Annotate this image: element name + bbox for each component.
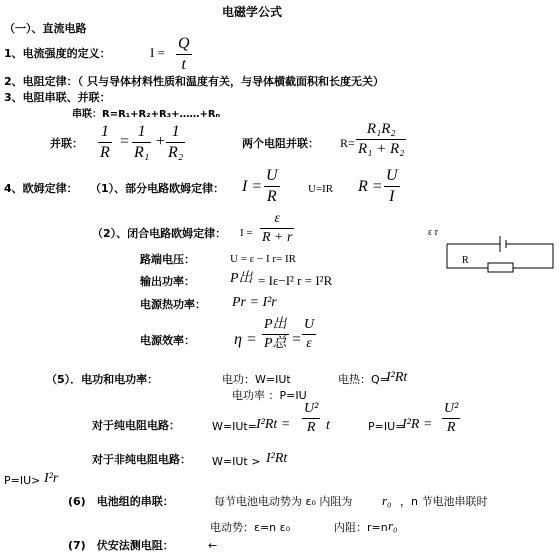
- fraction-numerator: P出: [264, 317, 287, 332]
- fraction-denominator: R + r: [262, 230, 293, 245]
- item5-label: （5）．电功和电功率：: [46, 373, 159, 386]
- fraction-numerator: Q: [178, 35, 190, 52]
- nonpure-power-prefix: P=IU>: [4, 474, 41, 487]
- ohm-part-lhs: I =: [242, 178, 263, 195]
- resistor-box: [488, 263, 513, 272]
- pure-work-fraction: [302, 402, 320, 435]
- fraction-denominator: t: [181, 56, 186, 73]
- item2-text: 2、电阻定律：（ 只与导体材料性质和温度有关，与导体横截面积和长度无关）: [4, 75, 384, 88]
- fraction-denominator: P总: [264, 336, 287, 351]
- fraction-denominator: R: [266, 188, 277, 205]
- power-formula: 电功率 ：P=IU: [232, 389, 307, 402]
- equals-sign: =: [292, 331, 302, 348]
- battery-r0: r₀: [382, 493, 392, 508]
- fraction-numerator: ε: [274, 211, 280, 226]
- battery-desc-2: ，n 节电池串联时: [400, 495, 488, 508]
- item1-label: 1、电流强度的定义：: [4, 47, 111, 60]
- pure-power-formula: I²R =: [402, 417, 433, 432]
- nonpure-work-formula: I²Rt: [266, 451, 288, 466]
- series-formula: 串联：R=R₁+R₂+R₃+……+Rₙ: [72, 109, 221, 120]
- page-title: 电磁学公式: [222, 5, 283, 19]
- ohm-closed-label: （2）、闭合电路欧姆定律：: [92, 227, 227, 240]
- efficiency-label: 电源效率：: [140, 334, 195, 347]
- battery-emf: 电动势：ε=n ε₀: [210, 521, 290, 534]
- two-parallel-lhs: R=: [340, 136, 355, 150]
- fraction-numerator: 1: [137, 123, 146, 140]
- heat-label: 电热：Q=: [338, 373, 389, 386]
- fraction-numerator: U²: [444, 401, 459, 416]
- circuit-r-label: R: [462, 255, 469, 266]
- fraction-numerator: U: [304, 317, 315, 332]
- parallel-label: 并联：: [50, 137, 83, 150]
- pure-work-prefix: W=IUt=: [212, 420, 257, 433]
- plus-sign: +: [156, 133, 166, 150]
- fraction-denominator: R: [306, 420, 316, 435]
- pure-work-formula: I²Rt =: [256, 417, 291, 432]
- efficiency-lhs: η =: [234, 331, 257, 348]
- circuit-emf-label: ε r: [428, 227, 439, 238]
- fraction-denominator: R: [446, 420, 456, 435]
- fraction-numerator: 1: [171, 123, 180, 140]
- pure-power-fraction: [442, 402, 460, 435]
- nonpure-power-formula: I²r: [44, 471, 59, 486]
- item6-label: (6) 电池组的串联：: [68, 495, 174, 508]
- fraction-denominator: R₁: [134, 144, 150, 161]
- fraction-numerator: 1: [100, 123, 109, 140]
- ohm-closed-lhs: I =: [240, 227, 253, 239]
- output-power-formula: = Iε−I² r = I²R: [258, 273, 333, 288]
- two-parallel-label: 两个电阻并联：: [242, 137, 319, 150]
- item3-label: 3、电阻串联、并联：: [4, 91, 111, 104]
- terminal-voltage-formula: U = ε − I r= IR: [230, 253, 296, 265]
- battery-internal-resistance-value: r₀: [388, 518, 398, 533]
- heat-power-label: 电源热功率：: [140, 298, 206, 311]
- nonpure-circuit-label: 对于非纯电阻电路：: [92, 453, 191, 466]
- ohm-part-label: （1）、部分电路欧姆定律：: [90, 182, 225, 195]
- nonpure-work-prefix: W=IUt >: [212, 455, 261, 468]
- ohm-u-ir: U=IR: [308, 183, 334, 195]
- fraction-denominator: R: [100, 144, 110, 161]
- section-heading: （一）、直流电路: [4, 22, 87, 35]
- battery-desc: 每节电池电动势为 ε₀ 内阻为: [214, 495, 353, 508]
- pure-circuit-label: 对于纯电阻电路：: [92, 419, 180, 432]
- fraction-numerator: U: [266, 167, 278, 184]
- ohm-r-lhs: R =: [358, 178, 383, 195]
- heat-power-formula: Pr = I²r: [232, 295, 277, 310]
- work-formula: 电功：W=IUt: [222, 373, 291, 386]
- output-power-symbol: P出: [230, 271, 253, 286]
- item7-label: (7) 伏安法测电阻：: [68, 539, 174, 552]
- pure-power-prefix: P=IU=: [368, 420, 405, 433]
- pure-work-time: t: [326, 418, 330, 433]
- fraction-denominator: R₂: [168, 144, 184, 161]
- cursor-arrow-icon: ←: [208, 539, 218, 552]
- heat-formula: I²Rt: [386, 370, 408, 385]
- fraction-numerator: U²: [304, 401, 319, 416]
- battery-internal-resistance: 内阻：r=n: [334, 521, 388, 534]
- equals-sign: =: [120, 133, 130, 150]
- fraction-denominator: R₁ + R₂: [358, 141, 405, 157]
- fraction-denominator: ε: [306, 336, 312, 351]
- terminal-voltage-label: 路端电压：: [140, 253, 195, 266]
- output-power-label: 输出功率：: [140, 275, 195, 288]
- item4-label: 4、欧姆定律：: [4, 182, 78, 195]
- item1-lhs: I =: [150, 45, 165, 60]
- fraction-denominator: I: [389, 188, 395, 205]
- fraction-numerator: U: [386, 167, 398, 184]
- fraction-numerator: R₁R₂: [366, 121, 396, 137]
